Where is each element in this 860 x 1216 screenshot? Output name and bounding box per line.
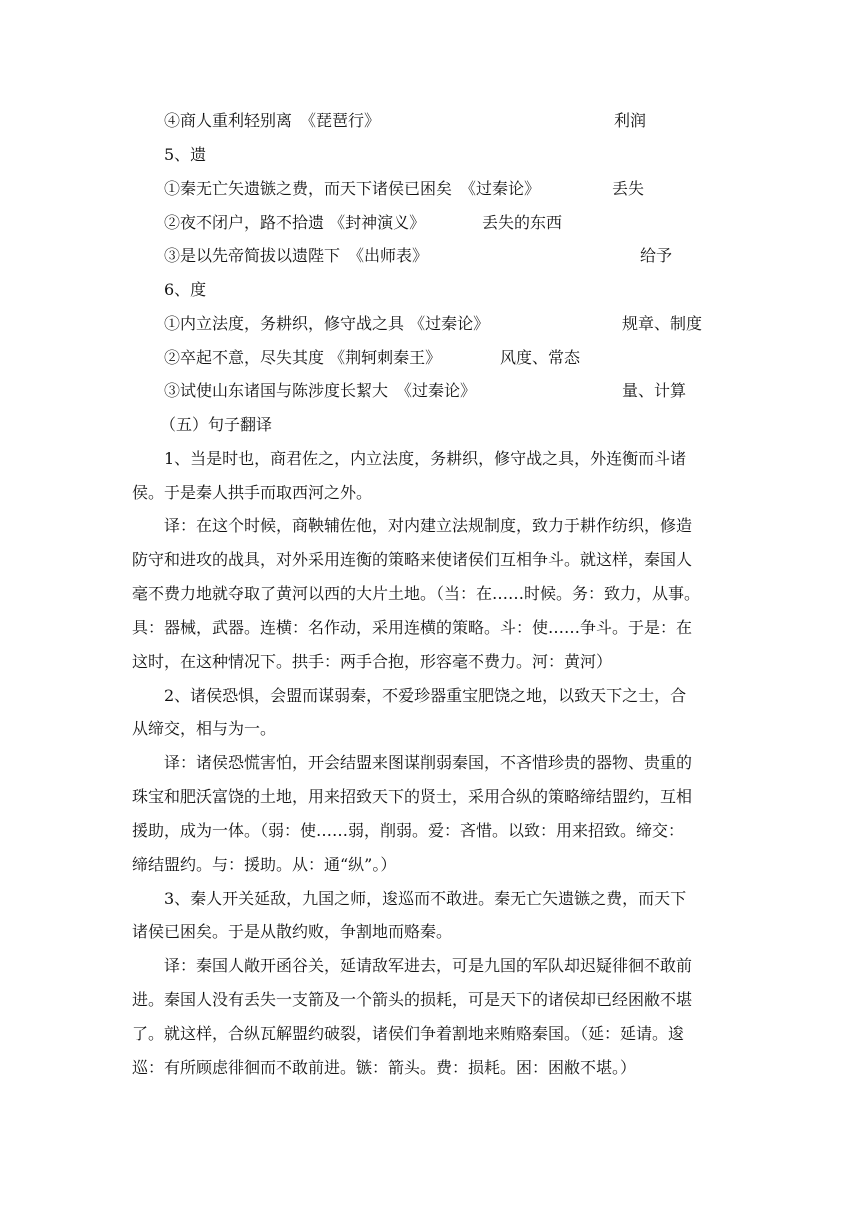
item-meaning: 风度、常态 [500,348,581,367]
item-text: ②夜不闭户，路不拾遗 《封神演义》 [164,213,426,232]
item-text: ③是以先帝简拔以遗陛下 《出师表》 [164,246,429,265]
item-meaning: 规章、制度 [622,314,703,333]
item-text: ②卒起不意，尽失其度 《荆轲刺秦王》 [164,348,442,367]
item-meaning: 给予 [640,246,673,265]
item-meaning: 丢失的东西 [482,213,563,232]
item-text: ①秦无亡矢遗镞之费，而天下诸侯已困矣 《过秦论》 [164,179,541,198]
item-meaning: 丢失 [612,179,645,198]
item-text: ①内立法度，务耕织，修守战之具 《过秦论》 [164,314,490,333]
item-text: ③试使山东诸国与陈涉度长絜大 《过秦论》 [164,381,477,400]
document-page: ④商人重利轻别离 《琵琶行》 利润 5、遗 ①秦无亡矢遗镞之费，而天下诸侯已困矣 《过秦论》 丢失 ②夜不闭户，路不拾遗 《封神演义》 丢失的东西 ③是以先帝简拔以遗陛下 《出师表》 给予 6、度 ①内立法度，务耕织，修守战之具 《过秦论》 规章、制度 ②卒起不意，尽失其度 《荆轲刺秦王》 风度、常态 ③试使山东诸国与陈涉度长絜大 《过秦论》 量、计算 （五）句子翻译 1、当是时也，商君佐之，内立法度，务耕织，修守战之具，外连衡而斗诸 侯。于是秦人拱手而取西河之外。 译：在这个时候，商鞅辅佐他，对内建立法规制度，致力于耕作纺织，修造 防守和进攻的战具，对外采用连衡的策略来使诸侯们互相争斗。就这样，秦国人 毫不费力地就夺取了黄河以西的大片土地。（当：在……时候。务：致力，从事。 具：器械，武器。连横：名作动，采用连横的策略。斗：使……争斗。于是：在 这时，在这种情况下。拱手：两手合抱，形容毫不费力。河：黄河） 2、诸侯恐惧，会盟而谋弱秦，不爱珍器重宝肥饶之地，以致天下之士，合 从缔交，相与为一。 译：诸侯恐慌害怕，开会结盟来图谋削弱秦国，不吝惜珍贵的器物、贵重的 珠宝和肥沃富饶的土地，用来招致天下的贤士，采用合纵的策略缔结盟约，互相 援助，成为一体。（弱：使……弱，削弱。爱：吝惜。以致：用来招致。缔交： 缔结盟约。与：援助。从：通“纵”。） 3、秦人开关延敌，九国之师，逡巡而不敢进。秦无亡矢遗镞之费，而天下 诸侯已困矣。于是从散约败，争割地而赂秦。 译：秦国人敞开函谷关，延请敌军进去，可是九国的军队却迟疑徘徊不敢前 进。秦国人没有丢失一支箭及一个箭头的损耗，可是天下的诸侯却已经困敝不堪 了。就这样，合纵瓦解盟约破裂，诸侯们争着割地来贿赂秦国。（延：延请。逡 巡：有所顾虑徘徊而不敢前进。镞：箭头。费：损耗。困：困敝不堪。） [132,111,703,1077]
item-meaning: 量、计算 [622,381,687,400]
item-text: ④商人重利轻别离 《琵琶行》 [164,111,381,130]
item-meaning: 利润 [614,111,647,130]
